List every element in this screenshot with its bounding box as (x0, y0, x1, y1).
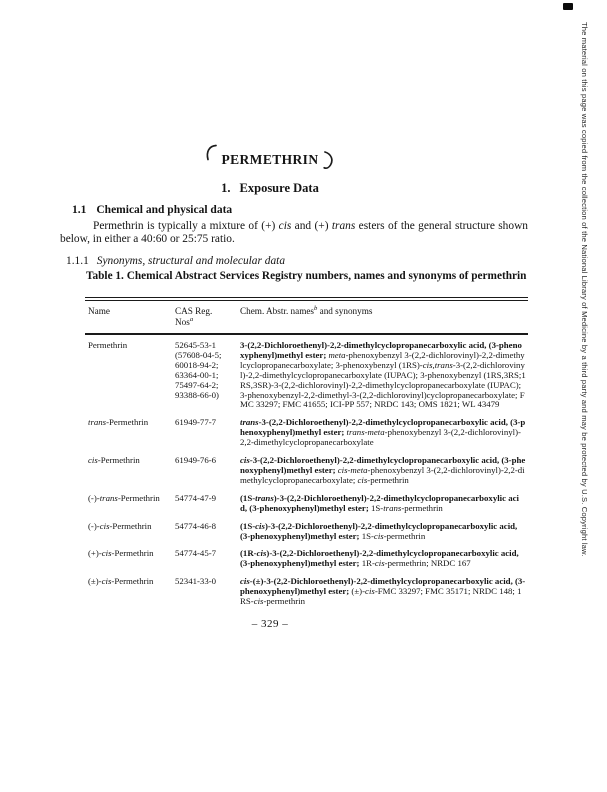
intro-paragraph-text: Permethrin is typically a mixture of (+) cis and (+) trans esters of the general structure shown below, in either a 40:60 or 25:75 ratio. (60, 220, 528, 246)
table-caption: Table 1. Chemical Abstract Services Registry numbers, names and synonyms of permethrin (86, 270, 527, 282)
page-title-text: PERMETHRIN (221, 152, 319, 167)
table-cell-name: (+)-cis-Permethrin (88, 548, 154, 559)
subsection-title: Chemical and physical data (96, 204, 233, 216)
table-cell-name: (±)-cis-Permethrin (88, 576, 154, 587)
table-cell-synonyms: (1S-trans)-3-(2,2-Dichloroethenyl)-2,2-dimethylcyclopropanecarboxylic acid, (3-phenoxyphenyl)methyl ester; 1S-trans-permethrin (240, 492, 519, 513)
table-header-row (85, 301, 528, 330)
page-number: – 329 – (251, 618, 289, 630)
table-cell-name: (-)-trans-Permethrin (88, 492, 160, 503)
table-cell-synonyms: (1R-cis)-3-(2,2-Dichloroethenyl)-2,2-dimethylcyclopropanecarboxylic acid, (3-phenoxyphenyl)methyl ester; 1R-cis-permethrin; NRDC 167 (240, 548, 519, 569)
pen-mark-close-icon (323, 151, 336, 175)
table-body (85, 335, 528, 607)
subsubsection-heading-synonyms (66, 255, 285, 267)
column-header-synonyms: Chem. Abstr. names$^b$ and synonyms (240, 304, 373, 316)
pen-mark-open-icon (204, 144, 217, 165)
section-title: Exposure Data (239, 181, 319, 195)
table-cell-cas: 52645-53-1 (57608-04-5; 60018-94-2; 63364-00-1; 75497-64-2; 93388-66-0) (175, 340, 222, 400)
table-cell-synonyms: trans-3-(2,2-Dichloroethenyl)-2,2-dimethylcyclopropanecarboxylic acid, (3-phenoxyphenyl)methyl ester; trans-meta-phenoxybenzyl 3-(2,2-dichlorovinyl)-2,2-dimethylcyclopropanecarboxylate (240, 417, 526, 448)
table-cell-cas: 61949-77-7 (175, 417, 217, 428)
intro-paragraph (60, 220, 528, 247)
copyright-strip: The material on this page was copied from the collection of the National Library of Medicine by a third party and may be protected by U.S. Copyright law. (580, 22, 589, 557)
table-cell-synonyms: cis-(±)-3-(2,2-Dichloroethenyl)-2,2-dimethylcyclopropanecarboxylic acid, (3-phenoxyphenyl)methyl ester; (±)-cis-FMC 33297; FMC 35171; NRDC 148; 1RS-cis-permethrin (240, 576, 526, 607)
table-cell-synonyms: 3-(2,2-Dichloroethenyl)-2,2-dimethylcyclopropanecarboxylic acid, (3-phenoxyphenyl)methyl ester; meta-phenoxybenzyl 3-(2,2-dichlorovinyl)-2,2-dimethylcyclopropanecarboxylate; 3-phenoxybenzyl (1RS)-cis,trans-3-(2,2-dichlorovinyl)-2,2-dimethylcyclopropanecarboxylate (IUPAC); 3-phenoxybenzyl (1RS,3RS;1RS,3SR)-3-(2,2-dichlorovinyl)-2,2-dimethylcyclopropanecarboxylate (IUPAC); 3-phenoxybenzyl-2,2-dimethyl-3-(2,2-dichlorovinyl)cyclopropanecarboxylate; FMC 33297; FMC 41655; ICI-PP 557; NRDC 143; OMS 1821; WL 43479 (240, 340, 526, 410)
table-cell-name: trans-Permethrin (88, 417, 149, 428)
column-header-name: Name (88, 306, 110, 316)
table-cell-cas: 52341-33-0 (175, 576, 217, 587)
subsubsection-title: Synonyms, structural and molecular data (96, 255, 286, 267)
column-header-cas: CAS Reg. Nos$^a$ (175, 306, 213, 327)
table-cell-synonyms: (1S-cis)-3-(2,2-Dichloroethenyl)-2,2-dimethylcyclopropanecarboxylic acid, (3-phenoxyphenyl)methyl ester; 1S-cis-permethrin (240, 520, 518, 541)
subsubsection-number: 1.1.1 (66, 255, 89, 267)
section-number: 1. (221, 181, 231, 195)
table-cell-cas: 54774-47-9 (175, 492, 217, 503)
subsection-heading-chemical-physical-data (72, 204, 232, 216)
table-cell-cas: 54774-45-7 (175, 548, 217, 559)
table-cell-synonyms: cis-3-(2,2-Dichloroethenyl)-2,2-dimethylcyclopropanecarboxylic acid, (3-phenoxyphenyl)methyl ester; cis-meta-phenoxybenzyl 3-(2,2-dichlorovinyl)-2,2-dimethylcyclopropanecarboxylate; cis-permethrin (240, 455, 526, 485)
table-synonyms (85, 297, 528, 607)
scan-artifact-mark (563, 3, 573, 10)
page-title (0, 144, 540, 168)
table-cell-name: Permethrin (88, 340, 128, 350)
section-heading-exposure-data (0, 181, 540, 196)
subsection-number: 1.1 (72, 204, 87, 216)
table-cell-name: cis-Permethrin (88, 455, 140, 466)
table-cell-cas: 61949-76-6 (175, 455, 217, 466)
table-cell-name: (-)-cis-Permethrin (88, 520, 152, 531)
table-cell-cas: 54774-46-8 (175, 520, 217, 531)
